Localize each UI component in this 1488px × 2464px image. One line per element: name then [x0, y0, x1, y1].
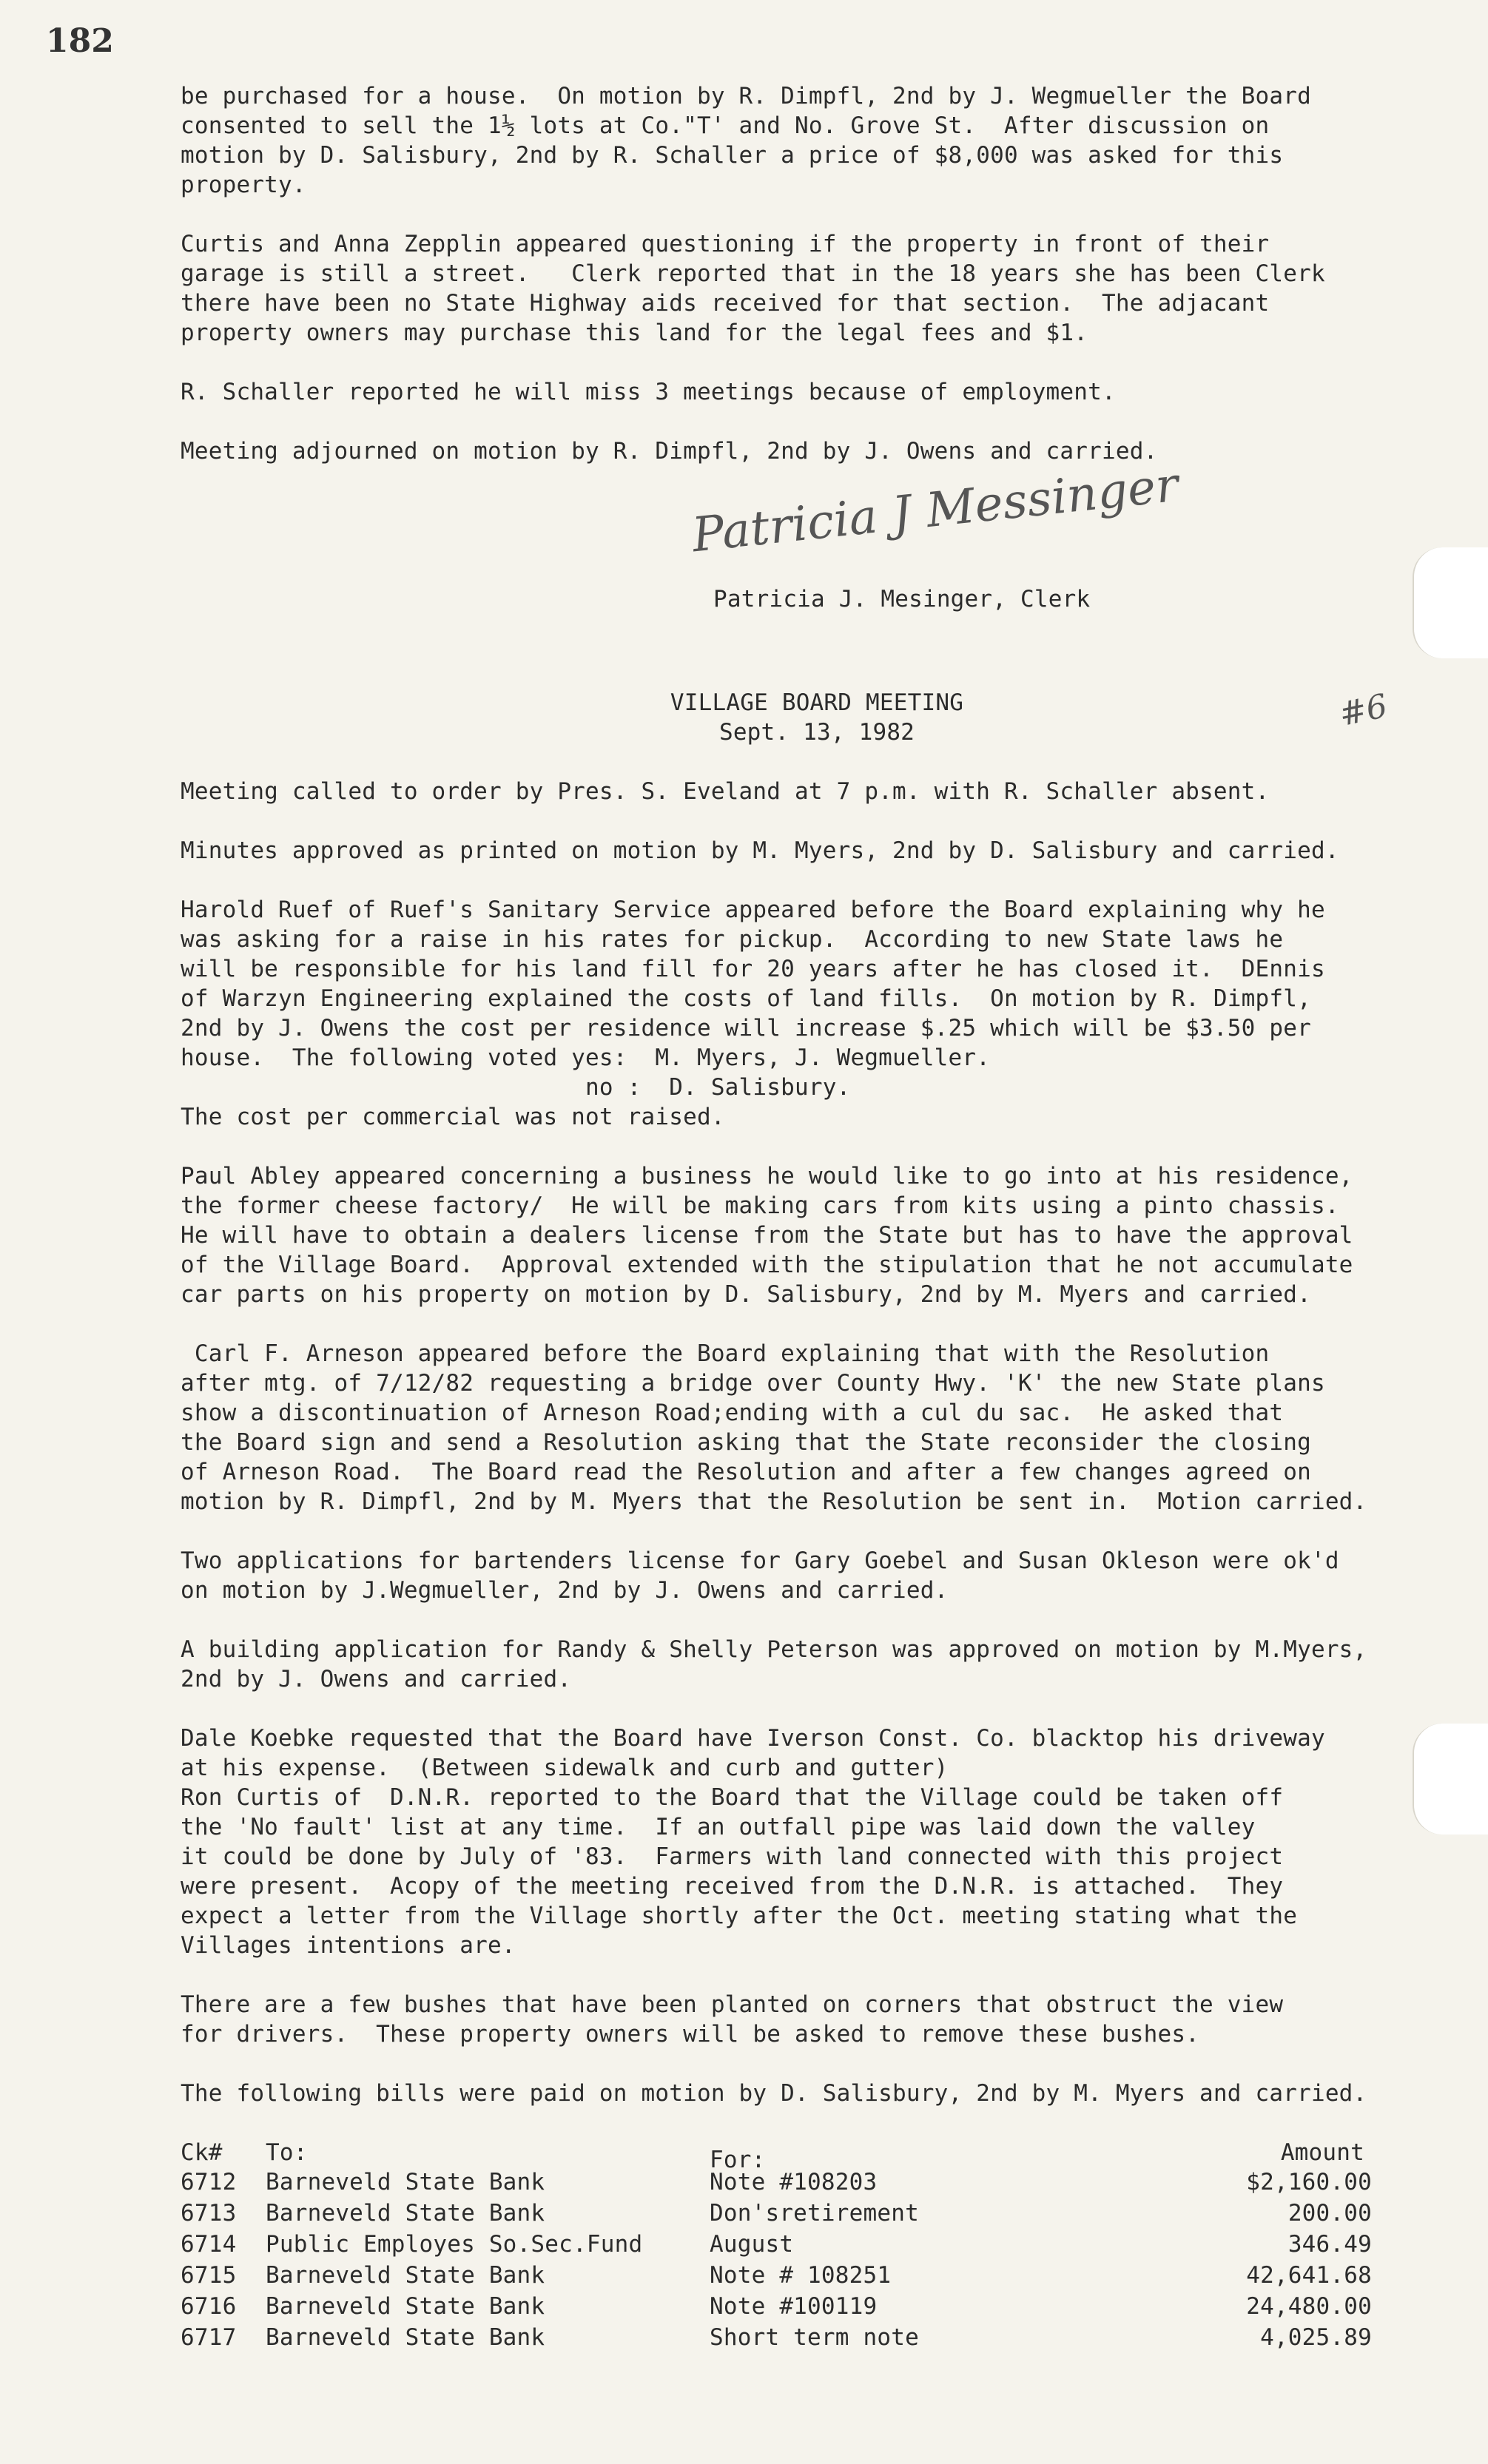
bill-for: Note # 108251 — [710, 2262, 892, 2289]
paragraph — [181, 895, 1453, 1132]
bills-table — [181, 2138, 1453, 2354]
text-line: property. — [181, 172, 306, 198]
bill-amount: 200.00 — [1287, 2200, 1372, 2227]
paragraph — [181, 229, 1453, 348]
bill-amount: $2,160.00 — [1246, 2169, 1372, 2195]
text-line: Dale Koebke requested that the Board have Iverson Const. Co. blacktop his driveway — [181, 1725, 1325, 1752]
bill-rows — [181, 2167, 1453, 2354]
paragraph — [181, 81, 1453, 200]
text-line: motion by D. Salisbury, 2nd by R. Schaller a price of $8,000 was asked for this — [181, 142, 1284, 169]
signature-block — [181, 457, 1453, 644]
bill-row — [181, 2323, 1453, 2354]
bill-row — [181, 2198, 1453, 2230]
text-line: Villages intentions are. — [181, 1932, 516, 1959]
text-line: at his expense. (Between sidewalk and curb and gutter) — [181, 1755, 949, 1781]
text-line: were present. Acopy of the meeting received from the D.N.R. is attached. They — [181, 1873, 1284, 1900]
header-for: For: — [710, 2147, 766, 2173]
text-line: there have been no State Highway aids received for that section. The adjacant — [181, 290, 1270, 317]
text-line: The cost per commercial was not raised. — [181, 1104, 725, 1130]
text-line: on motion by J.Wegmueller, 2nd by J. Owens and carried. — [181, 1577, 949, 1604]
text-line: Minutes approved as printed on motion by M. Myers, 2nd by D. Salisbury and carried. — [181, 837, 1339, 864]
paragraph — [181, 1990, 1453, 2049]
bill-payee: Barneveld State Bank — [266, 2169, 545, 2195]
paragraph — [181, 436, 1453, 466]
text-line: of Arneson Road. The Board read the Resolution and after a few changes agreed on — [181, 1459, 1311, 1485]
text-line: garage is still a street. Clerk reported that in the 18 years she has been Clerk — [181, 260, 1325, 287]
header-to: To: — [266, 2139, 308, 2166]
text-line: Ron Curtis of D.N.R. reported to the Board that the Village could be taken off — [181, 1784, 1284, 1811]
document-body — [181, 81, 1453, 2354]
bill-amount: 346.49 — [1287, 2231, 1372, 2258]
text-line: Meeting called to order by Pres. S. Eveland at 7 p.m. with R. Schaller absent. — [181, 778, 1270, 805]
text-line: house. The following voted yes: M. Myers, J. Wegmueller. — [181, 1044, 991, 1071]
meeting-heading — [181, 688, 1453, 747]
paragraph — [181, 2079, 1453, 2108]
text-line: A building application for Randy & Shelly Peterson was approved on motion by M.Myers, — [181, 1636, 1367, 1663]
bill-ck: 6717 — [181, 2324, 237, 2351]
text-line: Harold Ruef of Ruef's Sanitary Service appeared before the Board explaining why he — [181, 897, 1325, 923]
text-line: Curtis and Anna Zepplin appeared questioning if the property in front of their — [181, 231, 1270, 257]
text-line: the Board sign and send a Resolution asking that the State reconsider the closing — [181, 1429, 1311, 1456]
text-line: show a discontinuation of Arneson Road;ending with a cul du sac. He asked that — [181, 1400, 1284, 1426]
margin-note: #6 — [1336, 686, 1391, 735]
text-line: property owners may purchase this land for the legal fees and $1. — [181, 320, 1088, 346]
text-line: after mtg. of 7/12/82 requesting a bridge over County Hwy. 'K' the new State plans — [181, 1370, 1325, 1397]
paragraph — [181, 777, 1453, 806]
bill-amount: 4,025.89 — [1260, 2324, 1372, 2351]
paragraph — [181, 1339, 1453, 1516]
paragraph — [181, 1724, 1453, 1960]
text-line: He will have to obtain a dealers license from the State but has to have the approval — [181, 1222, 1353, 1249]
main-paragraphs — [181, 777, 1453, 2108]
top-paragraphs — [181, 81, 1453, 466]
text-line: will be responsible for his land fill for 20 years after he has closed it. DEnnis — [181, 956, 1325, 982]
bill-payee: Barneveld State Bank — [266, 2293, 545, 2320]
bill-row — [181, 2230, 1453, 2261]
bill-for: Note #100119 — [710, 2293, 878, 2320]
signature: Patricia J Messinger — [689, 457, 1182, 564]
paragraph — [181, 1161, 1453, 1309]
header-amount: Amount — [1280, 2139, 1364, 2166]
text-line: There are a few bushes that have been planted on corners that obstruct the view — [181, 1991, 1284, 2018]
paragraph — [181, 836, 1453, 865]
bill-payee: Barneveld State Bank — [266, 2324, 545, 2351]
text-line: motion by R. Dimpfl, 2nd by M. Myers that the Resolution be sent in. Motion carried. — [181, 1488, 1367, 1515]
text-line: Carl F. Arneson appeared before the Board explaining that with the Resolution — [181, 1340, 1270, 1367]
text-line: consented to sell the 1½ lots at Co."T' and No. Grove St. After discussion on — [181, 112, 1270, 139]
text-line: of the Village Board. Approval extended with the stipulation that he not accumulate — [181, 1252, 1353, 1278]
bill-for: Don'sretirement — [710, 2200, 919, 2227]
text-line: expect a letter from the Village shortly after the Oct. meeting stating what the — [181, 1903, 1298, 1929]
header-ck: Ck# — [181, 2139, 223, 2166]
bill-payee: Public Employes So.Sec.Fund — [266, 2231, 643, 2258]
text-line: be purchased for a house. On motion by R. Dimpfl, 2nd by J. Wegmueller the Board — [181, 83, 1311, 109]
bill-ck: 6715 — [181, 2262, 237, 2289]
bill-ck: 6714 — [181, 2231, 237, 2258]
text-line: Paul Abley appeared concerning a business he would like to go into at his residence, — [181, 1163, 1353, 1189]
page-number: 182 — [46, 22, 114, 60]
bills-header — [181, 2138, 1453, 2173]
bill-for: August — [710, 2231, 794, 2258]
meeting-title: VILLAGE BOARD MEETING — [670, 689, 964, 716]
paragraph — [181, 1635, 1453, 1694]
bill-payee: Barneveld State Bank — [266, 2262, 545, 2289]
bill-for: Note #108203 — [710, 2169, 878, 2195]
text-line: no : D. Salisbury. — [181, 1074, 851, 1101]
text-line: The following bills were paid on motion by D. Salisbury, 2nd by M. Myers and carried. — [181, 2080, 1367, 2107]
bill-amount: 24,480.00 — [1246, 2293, 1372, 2320]
bill-ck: 6716 — [181, 2293, 237, 2320]
clerk-name: Patricia J. Mesinger, Clerk — [713, 586, 1091, 612]
text-line: R. Schaller reported he will miss 3 meetings because of employment. — [181, 379, 1116, 405]
bill-row — [181, 2292, 1453, 2323]
text-line: was asking for a raise in his rates for pickup. According to new State laws he — [181, 926, 1284, 953]
bill-for: Short term note — [710, 2324, 919, 2351]
meeting-date: Sept. 13, 1982 — [718, 719, 915, 746]
text-line: the former cheese factory/ He will be making cars from kits using a pinto chassis. — [181, 1192, 1339, 1219]
bill-payee: Barneveld State Bank — [266, 2200, 545, 2227]
bill-ck: 6713 — [181, 2200, 237, 2227]
text-line: 2nd by J. Owens the cost per residence will increase $.25 which will be $3.50 per — [181, 1015, 1311, 1042]
text-line: of Warzyn Engineering explained the costs of land fills. On motion by R. Dimpfl, — [181, 985, 1311, 1012]
text-line: for drivers. These property owners will be asked to remove these bushes. — [181, 2021, 1200, 2048]
text-line: it could be done by July of '83. Farmers with land connected with this project — [181, 1843, 1284, 1870]
bill-row — [181, 2167, 1453, 2198]
bill-amount: 42,641.68 — [1246, 2262, 1372, 2289]
paragraph — [181, 377, 1453, 407]
text-line: Meeting adjourned on motion by R. Dimpfl, 2nd by J. Owens and carried. — [181, 438, 1158, 465]
bill-row — [181, 2261, 1453, 2292]
text-line: 2nd by J. Owens and carried. — [181, 1666, 572, 1692]
text-line: the 'No fault' list at any time. If an outfall pipe was laid down the valley — [181, 1814, 1256, 1840]
text-line: car parts on his property on motion by D. Salisbury, 2nd by M. Myers and carried. — [181, 1281, 1311, 1308]
text-line: Two applications for bartenders license for Gary Goebel and Susan Okleson were ok'd — [181, 1547, 1339, 1574]
bill-ck: 6712 — [181, 2169, 237, 2195]
paragraph — [181, 1546, 1453, 1605]
